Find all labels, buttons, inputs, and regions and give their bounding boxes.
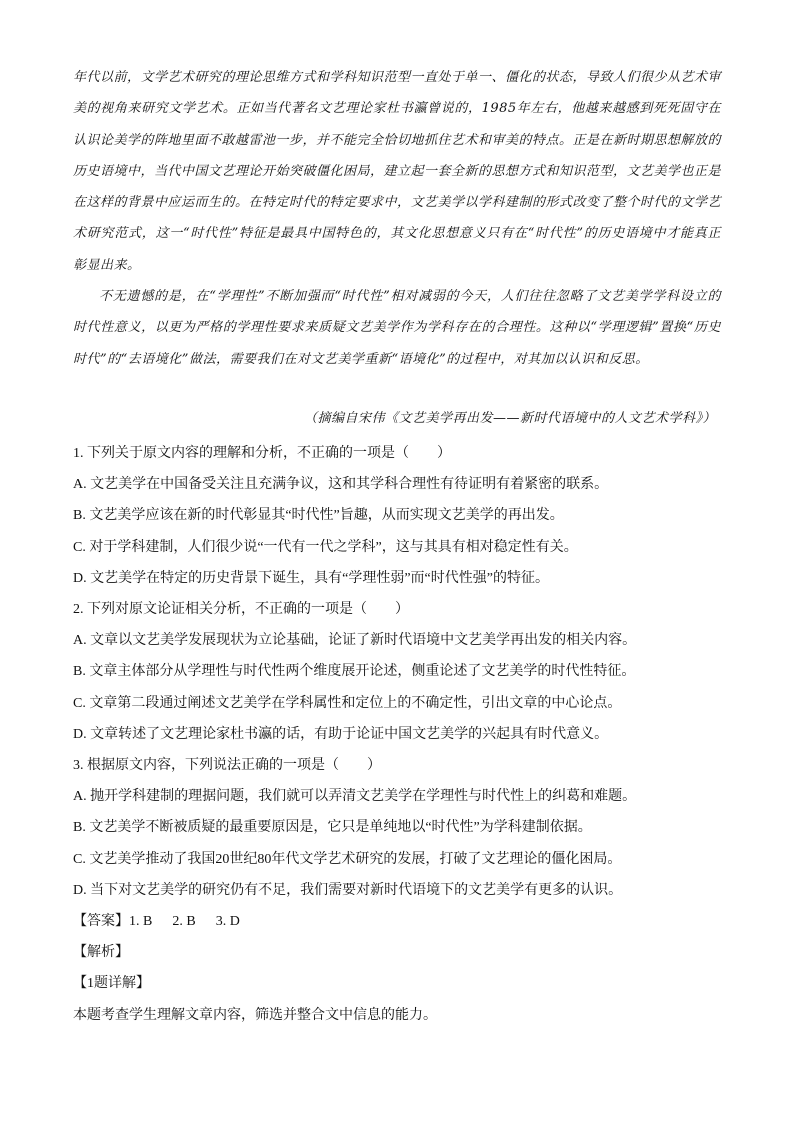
answer-item-2: 2. B [172, 914, 196, 930]
analysis-sub-label: 【1题详解】 [73, 976, 150, 992]
passage-paragraph-2: 不无遗憾的是，在“学理性”不断加强而“时代性”相对减弱的今天，人们往往忽略了文艺美学学科设立的时代性意义，以更为严格的学理性要求来质疑文艺美学作为学科存在的合理性。这种以“学理逻辑”置换“历史时代”的“去语境化”做法，需要我们在对文艺美学重新“语境化”的过程中，对其加以认识和反思。 [73, 289, 721, 367]
question-3-option-d: D. 当下对文艺美学的研究仍有不足，我们需要对新时代语境下的文艺美学有更多的认识。 [73, 882, 623, 898]
analysis-text: 本题考查学生理解文章内容，筛选并整合文中信息的能力。 [73, 1007, 437, 1023]
questions-section [73, 438, 733, 1031]
answer-item-1: 1. B [129, 914, 153, 930]
question-1-option-b: B. 文艺美学应该在新的时代彰显其“时代性”旨趣，从而实现文艺美学的再出发。 [73, 508, 564, 524]
passage-source: （摘编自宋伟《文艺美学再出发——新时代语境中的人文艺术学科》） [303, 411, 716, 426]
question-2-stem: 2. 下列对原文论证相关分析，不正确的一项是（ ） [73, 602, 409, 618]
answer-item-3: 3. D [215, 914, 240, 930]
question-1-option-d: D. 文艺美学在特定的历史背景下诞生，具有“学理性弱”而“时代性强”的特征。 [73, 570, 549, 586]
question-1-stem: 1. 下列关于原文内容的理解和分析，不正确的一项是（ ） [73, 446, 451, 461]
analysis-label: 【解析】 [73, 945, 129, 961]
reading-passage [73, 62, 721, 375]
question-2-option-b: B. 文章主体部分从学理性与时代性两个维度展开论述，侧重论述了文艺美学的时代性特征。 [73, 664, 636, 680]
question-3-option-c: C. 文艺美学推动了我国20世纪80年代文学艺术研究的发展，打破了文艺理论的僵化困局。 [73, 851, 622, 867]
question-3-stem: 3. 根据原文内容，下列说法正确的一项是（ ） [73, 758, 381, 774]
passage-paragraph-1: 年代以前，文学艺术研究的理论思维方式和学科知识范型一直处于单一、僵化的状态，导致人们很少从艺术审美的视角来研究文学艺术。正如当代著名文艺理论家杜书瀛曾说的，1985年左右，他越来越感到死死固守在认识论美学的阵地里面不敢越雷池一步，并不能完全恰切地抓住艺术和审美的特点。正是在新时期思想解放的历史语境中，当代中国文艺理论开始突破僵化困局，建立起一套全新的思想方式和知识范型，文艺美学也正是在这样的背景中应运而生的。在特定时代的特定要求中，文艺美学以学科建制的形式改变了整个时代的文学艺术研究范式，这一“时代性”特征是最具中国特色的，其文化思想意义只有在“时代性”的历史语境中才能真正彰显出来。 [73, 70, 722, 273]
question-3-option-b: B. 文艺美学不断被质疑的最重要原因是，它只是单纯地以“时代性”为学科建制依据。 [73, 820, 592, 836]
question-1-option-a: A. 文艺美学在中国备受关注且充满争议，这和其学科合理性有待证明有着紧密的联系。 [73, 477, 609, 493]
question-3-option-a: A. 抛开学科建制的理据问题，我们就可以弄清文艺美学在学理性与时代性上的纠葛和难题。 [73, 789, 637, 805]
question-2-option-a: A. 文章以文艺美学发展现状为立论基础，论证了新时代语境中文艺美学再出发的相关内容。 [73, 633, 637, 649]
answer-label: 【答案】 [73, 914, 129, 930]
question-1-option-c: C. 对于学科建制，人们很少说“一代有一代之学科”，这与其具有相对稳定性有关。 [73, 539, 578, 555]
question-2-option-d: D. 文章转述了文艺理论家杜书瀛的话，有助于论证中国文艺美学的兴起具有时代意义。 [73, 726, 609, 742]
answer-row [73, 906, 733, 937]
question-2-option-c: C. 文章第二段通过阐述文艺美学在学科属性和定位上的不确定性，引出文章的中心论点。 [73, 695, 622, 711]
